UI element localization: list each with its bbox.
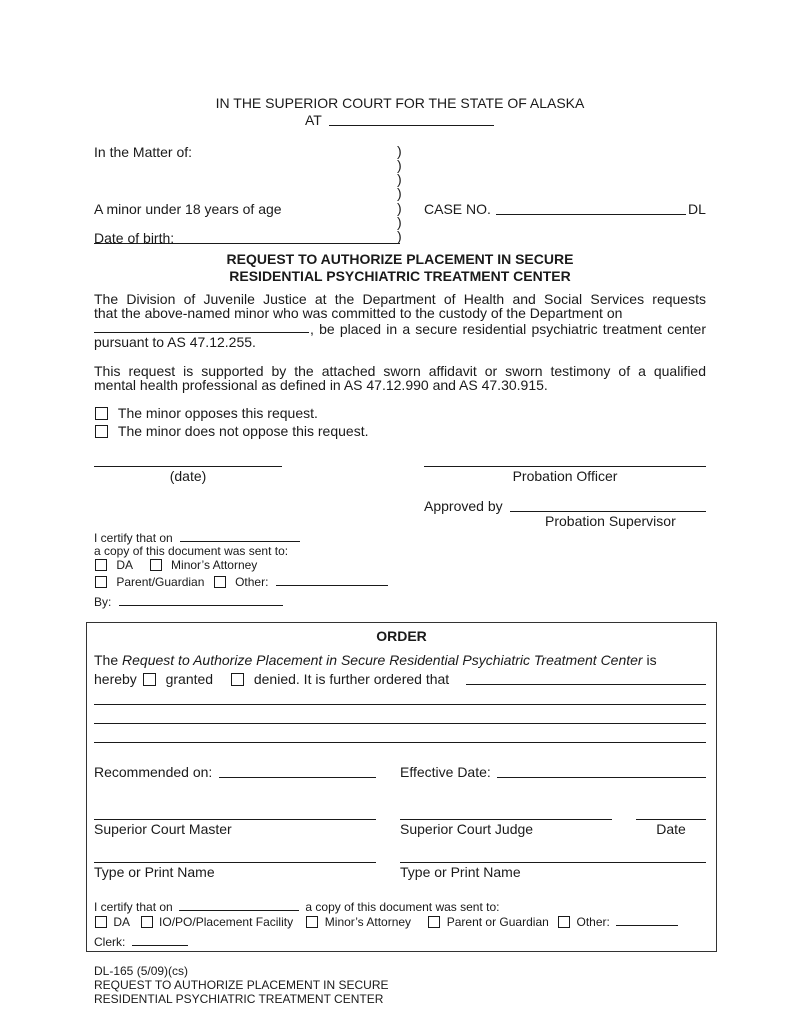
probation-supervisor-label: Probation Supervisor: [545, 513, 676, 529]
order-other-field[interactable]: [616, 914, 678, 926]
further-ordered-field-2[interactable]: [94, 704, 706, 705]
caption-bracket: ): [397, 200, 402, 216]
minor-label: A minor under 18 years of age: [94, 201, 282, 217]
other-checkbox[interactable]: [214, 576, 226, 588]
footer-title-line1: REQUEST TO AUTHORIZE PLACEMENT IN SECURE: [94, 978, 389, 992]
parent-guardian-checkbox[interactable]: [95, 576, 107, 588]
minors-attorney-checkbox[interactable]: [150, 559, 162, 571]
order-certify-date-field[interactable]: [179, 899, 299, 911]
by-label: By:: [94, 595, 112, 609]
case-no-label: CASE NO.: [424, 201, 491, 217]
caption-bracket: ): [397, 143, 402, 159]
denied-checkbox[interactable]: [231, 673, 244, 686]
body-para1-line4: pursuant to AS 47.12.255.: [94, 334, 256, 350]
caption-bracket: ): [397, 185, 402, 201]
master-name-field[interactable]: [94, 862, 376, 863]
date-label: (date): [169, 468, 207, 484]
order-line1-post: is: [642, 652, 657, 668]
option-not-opposes[interactable]: [95, 424, 368, 438]
order-parent-guardian-label: Parent or Guardian: [446, 915, 549, 929]
order-io-po-checkbox[interactable]: [141, 916, 153, 928]
certify-top-by: [94, 594, 283, 608]
case-no-field[interactable]: [496, 214, 686, 215]
da-label: DA: [116, 558, 133, 572]
superior-court-master-label: Superior Court Master: [94, 821, 232, 837]
in-matter-of-label: In the Matter of:: [94, 144, 193, 160]
body-para1-line1: The Division of Juvenile Justice at the Department of Health and Social Services requests: [94, 291, 706, 307]
opposes-checkbox[interactable]: [95, 407, 108, 420]
body-para1-line3: , be placed in a secure residential psychiatric treatment center: [310, 321, 706, 337]
judge-date-label: Date: [656, 821, 686, 837]
order-certify-label: I certify that on: [94, 900, 173, 914]
master-signature-field[interactable]: [94, 819, 376, 820]
probation-officer-signature-field[interactable]: [424, 466, 706, 467]
certify-top-date-field[interactable]: [180, 530, 300, 542]
denied-label: denied. It is further ordered that: [253, 671, 450, 687]
order-certify-line: [94, 899, 500, 913]
by-field[interactable]: [119, 594, 283, 606]
body-para2-line2: mental health professional as defined in AS 47.12.990 and AS 47.30.915.: [94, 377, 548, 393]
order-recipients-row: [95, 914, 678, 928]
dob-label: Date of birth:: [94, 230, 175, 246]
da-checkbox[interactable]: [95, 559, 107, 571]
order-other-checkbox[interactable]: [558, 916, 570, 928]
opposes-label: The minor opposes this request.: [117, 405, 318, 421]
other-label: Other:: [235, 575, 269, 589]
probation-officer-label: Probation Officer: [512, 468, 618, 484]
master-print-name-label: Type or Print Name: [94, 864, 215, 880]
certify-top-recipients-row2: [95, 574, 388, 588]
other-field[interactable]: [276, 574, 388, 586]
certify-top-line2: a copy of this document was sent to:: [94, 544, 289, 558]
granted-label: granted: [165, 671, 214, 687]
further-ordered-field-4[interactable]: [94, 742, 706, 743]
order-line1: [94, 653, 657, 667]
order-minors-attorney-checkbox[interactable]: [306, 916, 318, 928]
date-signature-field[interactable]: [94, 466, 282, 467]
order-da-checkbox[interactable]: [95, 916, 107, 928]
judge-print-name-label: Type or Print Name: [400, 864, 521, 880]
minors-attorney-label: Minor’s Attorney: [171, 558, 258, 572]
recommended-on-label: Recommended on:: [94, 764, 213, 780]
order-io-po-label: IO/PO/Placement Facility: [159, 915, 294, 929]
court-location-field[interactable]: [329, 125, 494, 126]
clerk-label: Clerk:: [94, 935, 126, 949]
case-suffix: DL: [688, 201, 706, 217]
parent-guardian-label: Parent/Guardian: [116, 575, 205, 589]
judge-signature-field[interactable]: [400, 819, 612, 820]
certify-top-line1: [94, 530, 300, 544]
further-ordered-field-1[interactable]: [466, 684, 706, 685]
caption-bracket: ): [397, 157, 402, 173]
effective-date-field[interactable]: [497, 777, 706, 778]
order-request-title: Request to Authorize Placement in Secure Residential Psychiatric Treatment Center: [122, 652, 643, 668]
caption-bracket: ): [397, 171, 402, 187]
footer-title-line2: RESIDENTIAL PSYCHIATRIC TREATMENT CENTER: [94, 992, 384, 1006]
form-id: DL-165 (5/09)(cs): [94, 964, 189, 978]
order-line2: [94, 672, 449, 686]
court-title: IN THE SUPERIOR COURT FOR THE STATE OF ALASKA: [215, 95, 585, 111]
caption-bracket: ): [397, 214, 402, 230]
dob-field[interactable]: [94, 243, 400, 244]
order-heading: ORDER: [376, 628, 427, 644]
not-opposes-label: The minor does not oppose this request.: [117, 423, 369, 439]
commitment-date-field[interactable]: [94, 332, 309, 333]
judge-date-field[interactable]: [636, 819, 706, 820]
document-title-line1: REQUEST TO AUTHORIZE PLACEMENT IN SECURE: [226, 251, 574, 267]
granted-checkbox[interactable]: [143, 673, 156, 686]
order-da-label: DA: [113, 915, 130, 929]
effective-date-label: Effective Date:: [400, 764, 491, 780]
approved-by-label: Approved by: [424, 498, 503, 514]
order-line1-pre: The: [94, 652, 123, 668]
hereby-label: hereby: [94, 671, 137, 687]
judge-name-field[interactable]: [400, 862, 706, 863]
superior-court-judge-label: Superior Court Judge: [400, 821, 534, 837]
certify-top-recipients-row1: [95, 559, 257, 571]
order-certify-sent-label: a copy of this document was sent to:: [305, 900, 500, 914]
court-location-label: AT: [305, 112, 322, 128]
option-opposes[interactable]: [95, 406, 318, 420]
order-other-label: Other:: [576, 915, 610, 929]
clerk-field[interactable]: [132, 934, 188, 946]
certify-top-label: I certify that on: [94, 531, 173, 545]
order-parent-guardian-checkbox[interactable]: [428, 916, 440, 928]
caption-bracket: ): [397, 228, 402, 244]
not-opposes-checkbox[interactable]: [95, 425, 108, 438]
document-title-line2: RESIDENTIAL PSYCHIATRIC TREATMENT CENTER: [229, 268, 571, 284]
further-ordered-field-3[interactable]: [94, 723, 706, 724]
recommended-on-field[interactable]: [219, 777, 376, 778]
body-para2-line1: This request is supported by the attached sworn affidavit or sworn testimony of a qualified: [94, 363, 706, 379]
order-clerk-line: [94, 934, 188, 948]
order-minors-attorney-label: Minor’s Attorney: [324, 915, 412, 929]
body-para1-line2: that the above-named minor who was committed to the custody of the Department on: [94, 305, 623, 321]
approved-by-field[interactable]: [510, 511, 706, 512]
